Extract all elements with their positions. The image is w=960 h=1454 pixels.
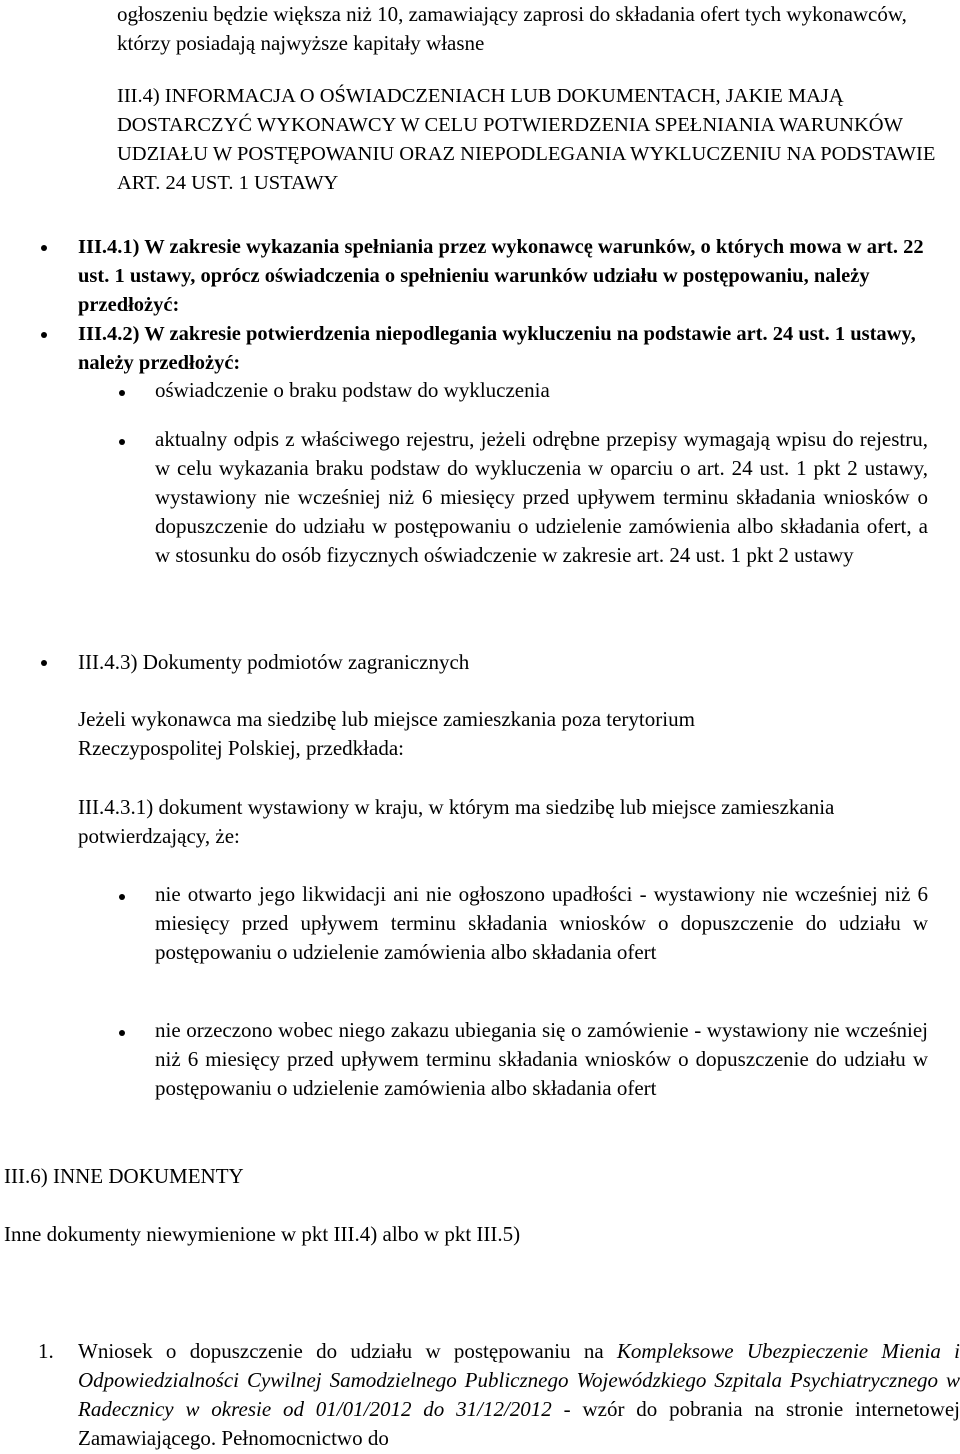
list-item-text [78, 1337, 960, 1453]
item-iii-4-2-rest-text: 1 ustawy, należy przedłożyć: [78, 323, 916, 374]
list-item-number: 1. [38, 1339, 54, 1363]
bullet-item-iii-4-1: III.4.1) W zakresie wykazania spełniania przez wykonawcę warunków, o których mowa w art. 22 ust. 1 ustawy, oprócz oświadczenia o spełnieniu warunków udziału w postępowaniu, należy przedłożyć: [78, 233, 960, 320]
list-item-text-part1: Wniosek o dopuszczenie do udziału w postępowaniu na [78, 1339, 617, 1363]
section-heading-iii-4: III.4) INFORMACJA O OŚWIADCZENIACH LUB DOKUMENTACH, JAKIE MAJĄ DOSTARCZYĆ WYKONAWCY W CELU POTWIERDZENIA SPEŁNIANIA WARUNKÓW UDZIAŁU W POSTĘPOWANIU ORAZ NIEPODLEGANIA WYKLUCZENIU NA PODSTAWIE ART. 24 UST. 1 USTAWY [117, 85, 936, 194]
paragraph-foreign-contractor: Jeżeli wykonawca ma siedzibę lub miejsce zamieszkania poza terytorium Rzeczypospolitej Polskiej, przedkłada: [78, 707, 695, 760]
list-item-italic-title: Kompleksowe Ubezpieczenie Mienia i Odpowiedzialności Cywilnej Samodzielnego Publicznego Wojewódzkiego Szpitala Psychiatrycznego w Radecznicy w okresie od 01/01/2012 do 31/12/2012 - [78, 1339, 960, 1421]
sub-bullet-declaration: oświadczenie o braku podstaw do wykluczenia [155, 376, 935, 405]
other-documents-paragraph: Inne dokumenty niewymienione w pkt III.4) albo w pkt III.5) [4, 1222, 521, 1246]
sub-bullet-no-ban: nie orzeczono wobec niego zakazu ubiegania się o zamówienie - wystawiony nie wcześniej niż 6 miesięcy przed upływem terminu składania wniosków o dopuszczenie do udziału w postępowaniu o udzielenie zamówienia albo składania ofert [155, 1016, 928, 1103]
paragraph-iii-4-3-1: III.4.3.1) dokument wystawiony w kraju, w którym ma siedzibę lub miejsce zamieszkania potwierdzający, że: [78, 795, 835, 848]
intro-paragraph: ogłoszeniu będzie większa niż 10, zamawiający zaprosi do składania ofert tych wykonawców, którzy posiadają najwyższe kapitały własne [117, 2, 907, 55]
list-item-text-part2: wzór do pobrania na stronie internetowej Zamawiającego. Pełnomocnictwo do [78, 1397, 960, 1450]
bullet-item-iii-4-2 [78, 320, 960, 378]
item-iii-4-2-bold-text: III.4.2) W zakresie potwierdzenia niepodlegania wykluczeniu na podstawie art. 24 ust. [78, 323, 830, 345]
section-heading-iii-6: III.6) INNE DOKUMENTY [4, 1164, 244, 1188]
sub-bullet-register-extract: aktualny odpis z właściwego rejestru, jeżeli odrębne przepisy wymagają wpisu do rejestru, w celu wykazania braku podstaw do wykluczenia w oparciu o art. 24 ust. 1 pkt 2 ustawy, wystawiony nie wcześniej niż 6 miesięcy przed upływem terminu składania wniosków o dopuszczenie do udziału w postępowaniu o udzielenie zamówienia albo składania ofert, a w stosunku do osób fizycznych oświadczenie w zakresie art. 24 ust. 1 pkt 2 ustawy [155, 425, 928, 570]
numbered-list-item [38, 1337, 960, 1453]
sub-bullet-no-liquidation: nie otwarto jego likwidacji ani nie ogłoszono upadłości - wystawiony nie wcześniej niż 6 miesięcy przed upływem terminu składania wniosków o dopuszczenie do udziału w postępowaniu o udzielenie zamówienia albo składania ofert [155, 880, 928, 967]
bullet-item-iii-4-3: III.4.3) Dokumenty podmiotów zagranicznych [78, 648, 838, 677]
